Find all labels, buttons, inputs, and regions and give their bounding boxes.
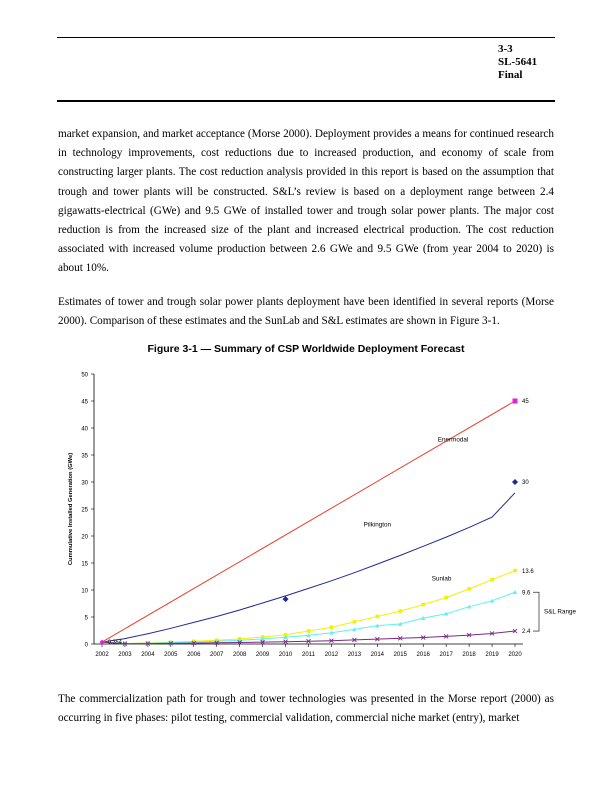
document-status: Final xyxy=(498,69,523,81)
y-tick-label: 40 xyxy=(81,426,88,433)
enermodal-end-marker xyxy=(513,399,518,404)
pilkington-line xyxy=(102,493,515,642)
section-number: 3-3 xyxy=(498,43,513,55)
x-tick-label: 2003 xyxy=(118,652,132,658)
sunlab-series-label: Sunlab xyxy=(431,575,452,583)
header-rule-bottom xyxy=(57,100,555,102)
sunlab-marker xyxy=(376,615,380,619)
sl-range-bracket xyxy=(533,592,539,631)
x-tick-label: 2012 xyxy=(324,652,339,658)
x-tick-label: 2015 xyxy=(393,652,407,658)
deployment-forecast-chart xyxy=(58,362,576,667)
sunlab-marker xyxy=(513,569,517,573)
enermodal-series-label: Enermodal xyxy=(437,436,469,444)
s-l-upper-end-label: 9.6 xyxy=(522,590,531,597)
x-tick-label: 2010 xyxy=(278,652,293,658)
x-tick-label: 2009 xyxy=(255,652,270,658)
sunlab-marker xyxy=(444,596,448,600)
enermodal-end-label: 45 xyxy=(522,399,529,406)
x-tick-label: 2016 xyxy=(416,652,430,658)
s-l-lower-end-label: 2.4 xyxy=(522,629,531,636)
page-header xyxy=(498,43,558,82)
x-tick-label: 2018 xyxy=(462,652,476,658)
x-tick-label: 2004 xyxy=(141,652,155,658)
s-l-upper-marker xyxy=(513,590,517,594)
pilkington-series-label: Pilkington xyxy=(363,521,391,529)
x-tick-label: 2005 xyxy=(164,652,178,658)
x-tick-label: 2008 xyxy=(232,652,247,658)
y-tick-label: 10 xyxy=(81,588,88,595)
y-tick-label: 20 xyxy=(81,534,88,541)
paragraph-estimates: Estimates of tower and trough solar power plants deployment have been identified in several reports (Morse 2000). Comparison of these estimates and the SunLab and S&L estimates are shown in Figure 3-1. xyxy=(58,296,554,328)
y-tick-label: 50 xyxy=(81,372,88,379)
sunlab-end-label: 13.6 xyxy=(522,568,534,575)
pilkington-end-marker xyxy=(512,479,518,485)
x-tick-label: 2020 xyxy=(508,652,522,658)
document-id: SL-5641 xyxy=(498,56,538,68)
x-tick-label: 2007 xyxy=(210,652,224,658)
header-rule-top xyxy=(57,37,555,38)
y-tick-label: 0 xyxy=(84,642,88,649)
sunlab-marker xyxy=(330,625,334,629)
y-tick-label: 45 xyxy=(81,399,88,406)
pilkington-end-label: 30 xyxy=(522,480,529,487)
x-tick-label: 2006 xyxy=(187,652,201,658)
sunlab-marker xyxy=(490,578,494,582)
sunlab-marker xyxy=(421,603,425,607)
sunlab-marker xyxy=(398,609,402,613)
x-tick-label: 2019 xyxy=(485,652,499,658)
x-tick-label: 2011 xyxy=(302,652,315,658)
y-tick-label: 15 xyxy=(81,561,88,568)
sl-range-label: S&L Range xyxy=(544,608,576,616)
sunlab-marker xyxy=(467,587,471,591)
y-axis-label: Cummulative Installed Generation (GWe) xyxy=(68,452,74,566)
start-value-label: 0.354 xyxy=(108,639,122,646)
x-tick-label: 2013 xyxy=(347,652,362,658)
y-tick-label: 30 xyxy=(81,480,88,487)
sunlab-marker xyxy=(307,629,311,633)
y-tick-label: 25 xyxy=(81,507,88,514)
y-tick-label: 5 xyxy=(84,615,88,622)
paragraph-commercialization: The commercialization path for trough and tower technologies was presented in the Morse report (2000) as occurring in five phases: pilot testing, commercial validation, commercial niche market (entry), market xyxy=(58,693,554,725)
x-tick-label: 2002 xyxy=(95,652,109,658)
x-tick-label: 2017 xyxy=(439,652,453,658)
x-tick-label: 2014 xyxy=(370,652,385,658)
paragraph-deployment: market expansion, and market acceptance (Morse 2000). Deployment provides a means for continued research in technology improvements, cost reductions due to increased production, and economy of scale from constructing larger plants. The cost reduction analysis provided in this report is based on the assumption that trough and tower plants will be constructed. S&L’s review is based on a deployment range between 2.4 gigawatts-electrical (GWe) and 9.5 GWe of installed tower and trough solar power plants. The major cost reduction is from the increased size of the plant and increased electrical production. The cost reduction associated with increased volume production between 2.6 GWe and 9.5 GWe (from year 2004 to 2020) is about 10%. xyxy=(58,128,554,275)
y-tick-label: 35 xyxy=(81,453,88,460)
figure-title: Figure 3-1 — Summary of CSP Worldwide Deployment Forecast xyxy=(147,343,465,355)
sunlab-marker xyxy=(353,620,357,624)
